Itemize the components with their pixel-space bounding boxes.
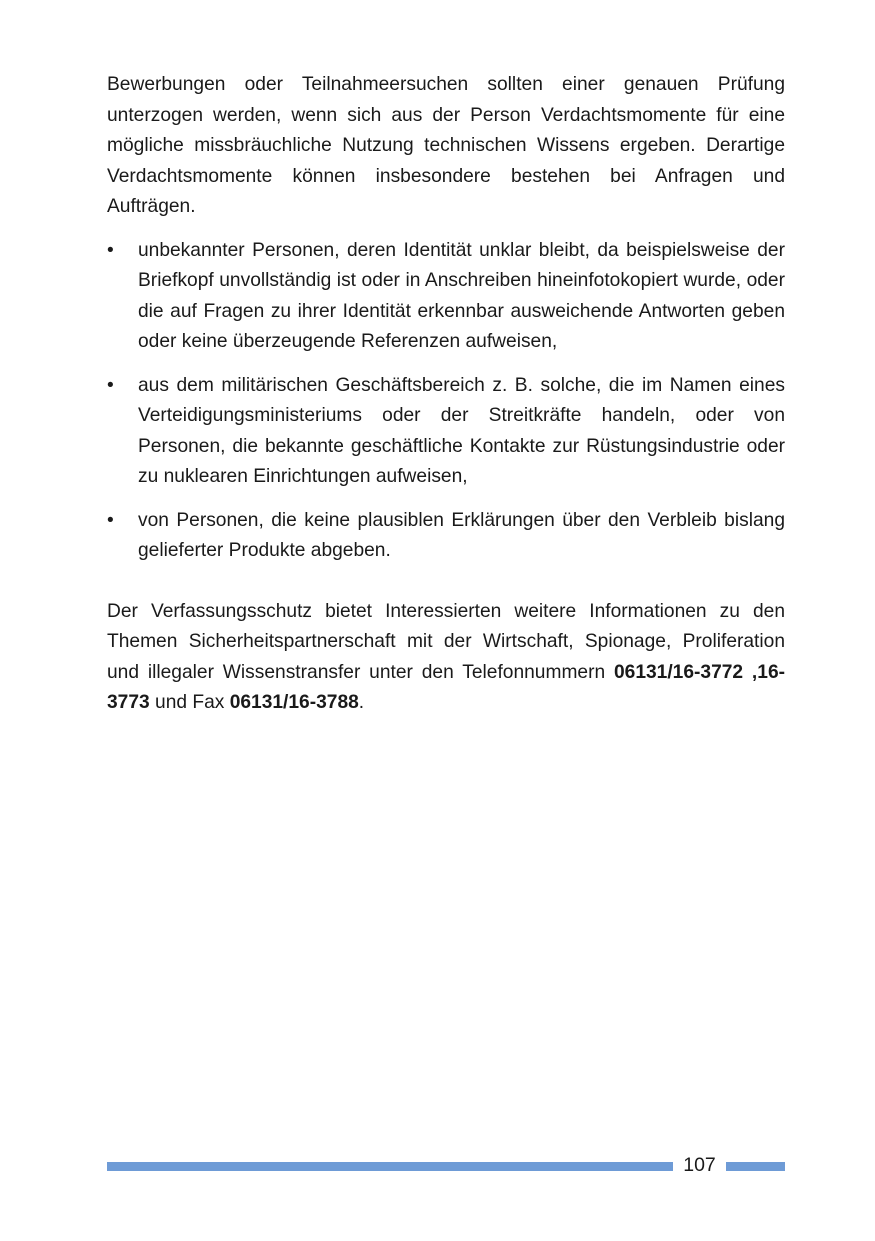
bullet-icon: •: [107, 374, 114, 396]
bullet-icon: •: [107, 239, 114, 261]
footer-bar-right: [726, 1162, 785, 1171]
closing-paragraph: [107, 597, 785, 719]
intro-paragraph: Bewerbungen oder Teilnahmeersuchen sollten einer genauen Prüfung unterzogen werden, wenn sich aus der Person Verdachtsmomente für eine mögliche missbräuchliche Nutzung technischen Wissens ergeben. Derartige Verdachtsmomente können insbesondere bestehen bei Anfragen und Aufträgen.: [107, 74, 785, 217]
fax-number: 06131/16-3788: [229, 692, 359, 713]
phone-numbers: 06131/16-3772 ,16-3773: [107, 661, 785, 713]
list-item: [107, 506, 785, 567]
list-item-text: unbekannter Personen, deren Identität unklar bleibt, da beispielsweise der Briefkopf unvollständig ist oder in Anschreiben hineinfotokopiert wurde, oder die auf Fragen zu ihrer Identität erkennbar ausweichende Antworten geben oder keine überzeugende Referenzen aufweisen,: [138, 239, 785, 352]
footer-bar-left: [107, 1162, 673, 1171]
page-number: 107: [683, 1154, 716, 1176]
page-body: [107, 70, 785, 719]
closing-end: .: [358, 692, 365, 713]
bullet-icon: •: [107, 509, 114, 531]
list-item-text: von Personen, die keine plausiblen Erklärungen über den Verbleib bislang gelieferter Produkte abgeben.: [138, 509, 785, 561]
list-item-text: aus dem militärischen Geschäftsbereich z. B. solche, die im Namen eines Verteidigungsministeriums oder der Streitkräfte handeln, oder von Personen, die bekannte geschäftliche Kontakte zur Rüstungsindustrie oder zu nuklearen Einrichtungen aufweisen,: [138, 374, 785, 487]
closing-fax-label: und Fax: [149, 692, 230, 713]
list-item: [107, 236, 785, 358]
list-item: [107, 371, 785, 493]
closing-text: Der Verfassungsschutz bietet Interessierten weitere Informationen zu den Themen Sicherheitspartnerschaft mit der Wirtschaft, Spionage, Proliferation und illegaler Wissenstransfer unter den Telefonnummern: [107, 600, 785, 683]
suspicion-list: [107, 236, 785, 567]
